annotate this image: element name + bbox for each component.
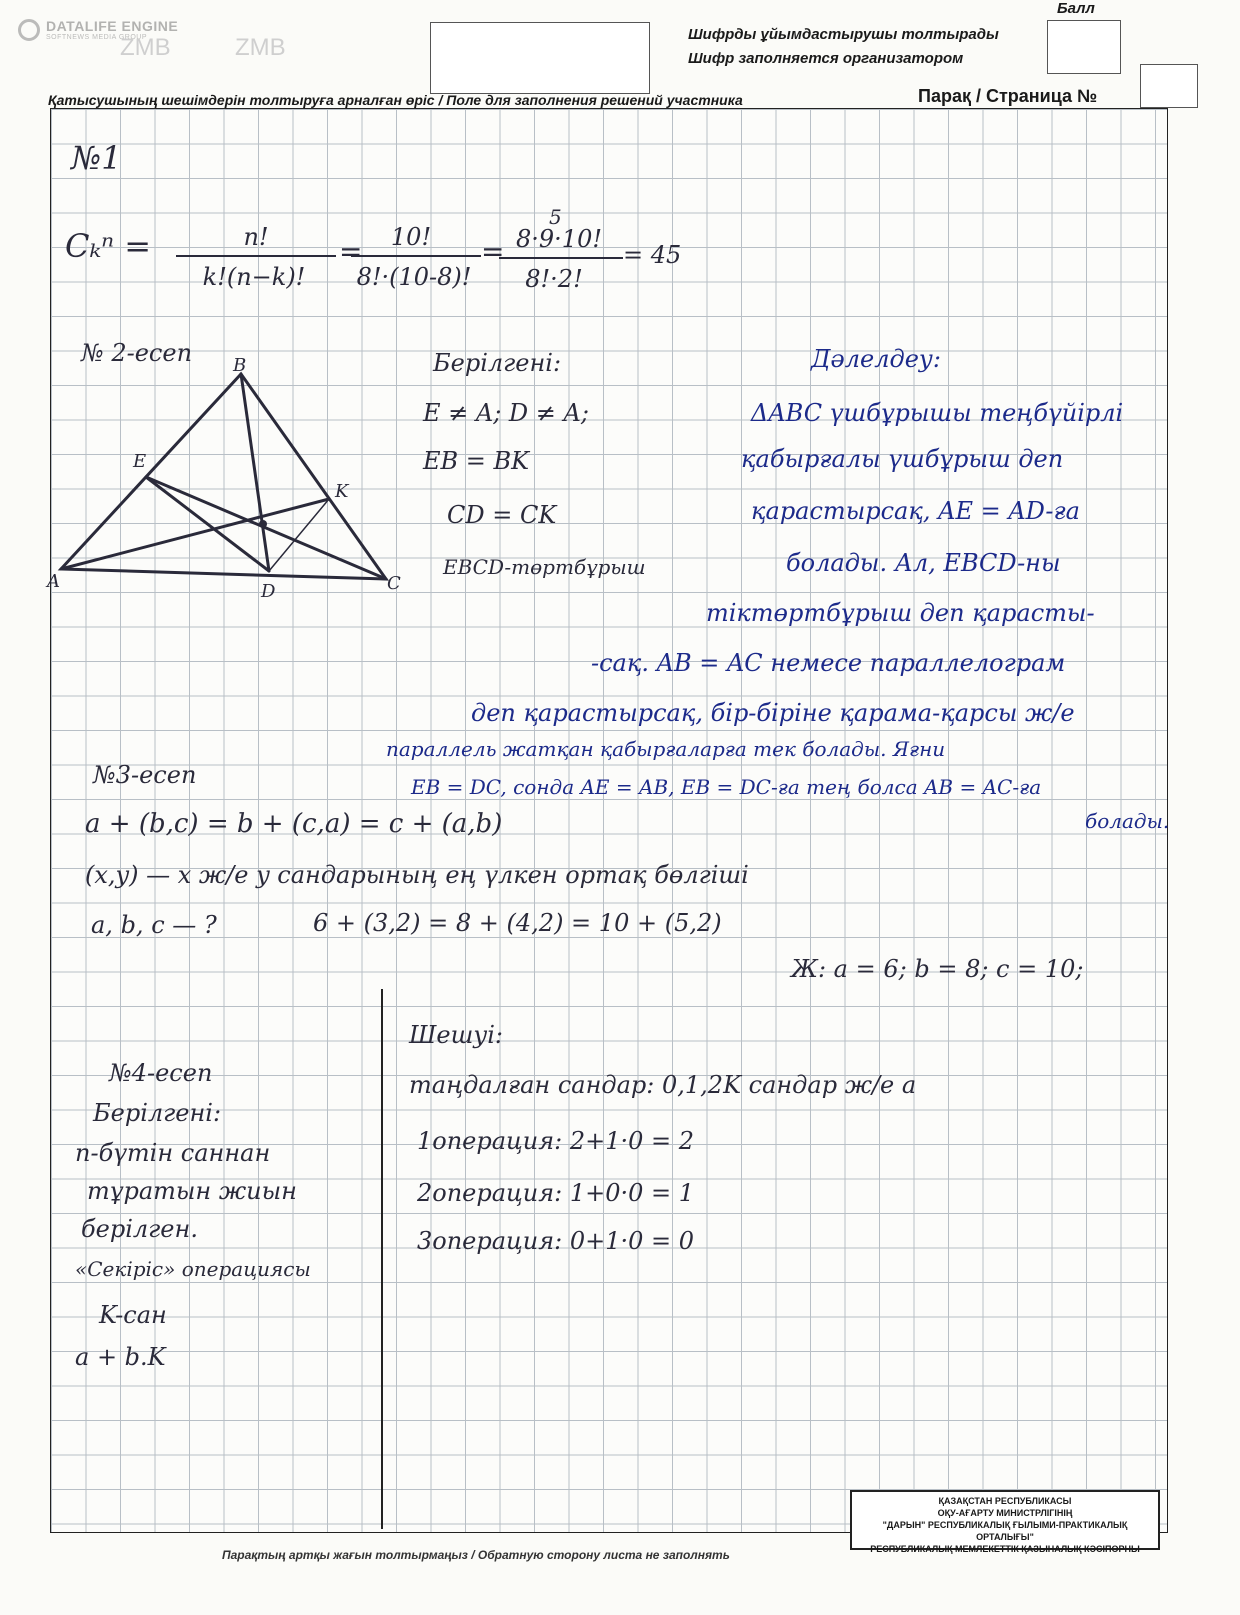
stamp-line-4: РЕСПУБЛИКАЛЫҚ МЕМЛЕКЕТТІК ҚАЗЫНАЛЫҚ КӘСІПОРНЫ bbox=[870, 1544, 1140, 1554]
problem3-title: №3-есеп bbox=[93, 761, 197, 789]
problem4-solution-1: таңдалған сандар: 0,1,2K сандар ж/е a bbox=[409, 1071, 917, 1099]
problem4-given-4: «Секіріс» операциясы bbox=[75, 1257, 311, 1281]
problem4-solution-2: 1операция: 2+1·0 = 2 bbox=[417, 1127, 695, 1155]
frac2-denominator: 8!·(10-8)! bbox=[356, 263, 472, 291]
problem2-solution-6: -сақ. AB = AC немесе параллелограм bbox=[591, 649, 1066, 677]
frac3-numerator: 8·9·10! bbox=[516, 225, 602, 253]
triangle-abc bbox=[61, 374, 386, 579]
label-e: E bbox=[133, 451, 147, 472]
segment-bd bbox=[241, 374, 269, 571]
equals-1: = bbox=[339, 235, 363, 268]
faint-code-1: ZMB bbox=[120, 34, 171, 61]
page-number-box bbox=[1140, 64, 1198, 108]
problem4-given-1: n-бүтін саннан bbox=[75, 1139, 271, 1167]
problem3-example: 6 + (3,2) = 8 + (4,2) = 10 + (5,2) bbox=[313, 909, 722, 937]
cipher-label-kz: Шифрды ұйымдастырушы толтырады bbox=[688, 26, 999, 43]
problem1-lhs: Cₖⁿ = bbox=[65, 227, 152, 265]
problem2-title: № 2-есеп bbox=[81, 339, 193, 367]
problem3-definition: (x,y) — x ж/е y сандарының ең үлкен ортақ бөлгіші bbox=[85, 861, 749, 889]
problem4-solution-title: Шешуі: bbox=[409, 1021, 504, 1049]
problem2-given-title: Берілгені: bbox=[433, 349, 562, 377]
label-c: C bbox=[387, 573, 401, 594]
intersection-point bbox=[259, 520, 267, 528]
frac1-numerator: n! bbox=[243, 223, 269, 251]
problem2-solution-3: қарастырсақ, AE = AD-ға bbox=[751, 497, 1080, 525]
problem4-given-6: a + b.K bbox=[75, 1343, 166, 1371]
cipher-box bbox=[430, 22, 650, 94]
stamp-line-3: "ДАРЫН" РЕСПУБЛИКАЛЫҚ ҒЫЛЫМИ-ПРАКТИКАЛЫҚ ОРТАЛЫҒЫ" bbox=[882, 1520, 1128, 1542]
watermark-subtitle: SOFTNEWS MEDIA GROUP bbox=[46, 34, 148, 41]
watermark-title: DATALIFE ENGINE bbox=[46, 18, 179, 34]
label-b: B bbox=[233, 355, 247, 376]
problem3-answer: Ж: a = 6; b = 8; c = 10; bbox=[791, 955, 1084, 983]
watermark-logo-icon bbox=[18, 19, 40, 41]
problem2-solution-8: параллель жатқан қабырғаларға тек болады. Яғни bbox=[386, 737, 946, 761]
problem2-solution-7: деп қарастырсақ, бір-біріне қарама-қарсы ж/е bbox=[471, 699, 1075, 727]
problem2-given-1: E ≠ A; D ≠ A; bbox=[423, 399, 589, 427]
score-label: Балл bbox=[1057, 0, 1095, 17]
faint-code-2: ZMB bbox=[235, 34, 286, 61]
problem1-result: = 45 bbox=[623, 241, 682, 269]
problem2-given-4: EBCD-төртбұрыш bbox=[443, 555, 646, 579]
frac2-bar bbox=[351, 255, 481, 257]
stamp-line-2: ОҚУ-АҒАРТУ МИНИСТРЛІГІНІҢ bbox=[937, 1508, 1073, 1518]
problem2-solution-9: EB = DC, сонда AE = AB, EB = DC-ға тең болса AB = AC-ға bbox=[411, 775, 1042, 799]
problem4-divider bbox=[381, 989, 383, 1529]
frac1-bar bbox=[176, 255, 336, 257]
problem1-title: №1 bbox=[71, 139, 122, 177]
problem2-solution-10: болады. bbox=[1085, 809, 1170, 833]
problem2-solution-2: қабырғалы үшбұрыш деп bbox=[741, 445, 1064, 473]
triangle-diagram bbox=[47, 349, 411, 609]
label-d: D bbox=[261, 581, 276, 602]
frac3-bar bbox=[499, 257, 623, 259]
frac1-denominator: k!(n−k)! bbox=[202, 263, 306, 291]
score-box bbox=[1047, 20, 1121, 74]
label-a: A bbox=[47, 571, 60, 592]
problem2-solution-1: ΔABC үшбұрышы теңбүйірлі bbox=[751, 399, 1124, 427]
problem2-solution-5: тіктөртбұрыш деп қарасты- bbox=[706, 599, 1095, 627]
solution-grid bbox=[47, 108, 1170, 1533]
problem4-given-3: берілген. bbox=[81, 1215, 198, 1243]
solution-field-label: Қатысушының шешімдерін толтыруға арналған өріс / Поле для заполнения решений участника bbox=[48, 92, 743, 108]
segment-ak bbox=[61, 499, 329, 569]
problem2-given-3: CD = CK bbox=[447, 501, 557, 529]
segment-ed bbox=[146, 477, 269, 571]
problem2-solution-title: Дәлелдеу: bbox=[811, 345, 941, 373]
equals-2: = bbox=[481, 235, 505, 268]
problem4-given-title: Берілгені: bbox=[93, 1099, 222, 1127]
problem4-title: №4-есеп bbox=[109, 1059, 213, 1087]
stamp-line-1: ҚАЗАҚСТАН РЕСПУБЛИКАСЫ bbox=[938, 1496, 1072, 1506]
problem4-given-2: тұратын жиын bbox=[87, 1177, 297, 1205]
problem3-equation: a + (b,c) = b + (c,a) = c + (a,b) bbox=[85, 809, 503, 839]
problem2-solution-4: болады. Ал, EBCD-ны bbox=[786, 549, 1061, 577]
cipher-label-ru: Шифр заполняется организатором bbox=[688, 50, 964, 67]
problem3-question: a, b, c — ? bbox=[91, 911, 217, 939]
problem4-given-5: K-сан bbox=[99, 1301, 167, 1329]
cancel-superscript: 5 bbox=[549, 205, 562, 229]
page-number-label: Парақ / Страница № bbox=[918, 86, 1098, 106]
organization-stamp bbox=[850, 1490, 1160, 1554]
segment-dk bbox=[269, 499, 329, 571]
problem4-solution-4: 3операция: 0+1·0 = 0 bbox=[417, 1227, 695, 1255]
footer-note: Парақтың артқы жағын толтырмаңыз / Обратную сторону листа не заполнять bbox=[222, 1548, 730, 1562]
label-k: K bbox=[335, 481, 349, 502]
problem4-solution-3: 2операция: 1+0·0 = 1 bbox=[417, 1179, 695, 1207]
frac3-denominator: 8!·2! bbox=[525, 265, 583, 293]
frac2-numerator: 10! bbox=[390, 223, 432, 251]
problem2-given-2: EB = BK bbox=[423, 447, 530, 475]
